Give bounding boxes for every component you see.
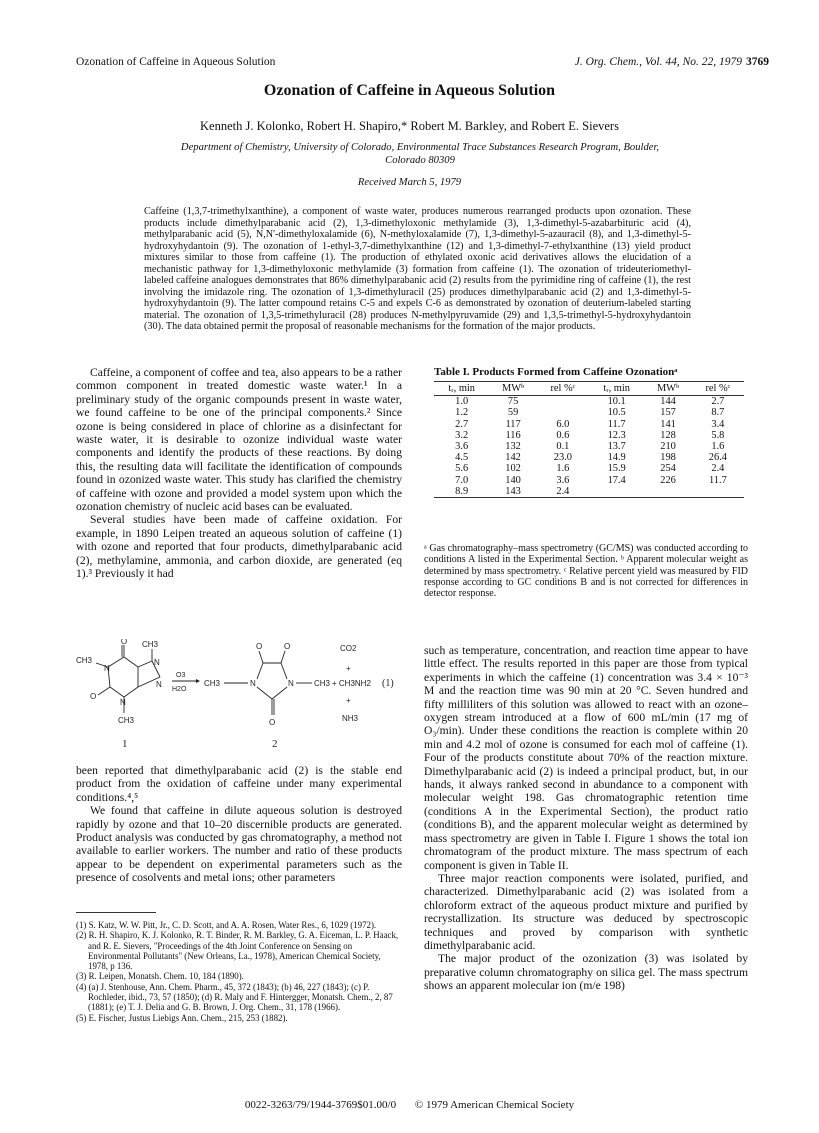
- column-header: MWᵇ: [644, 382, 691, 396]
- arrow-head-icon: [196, 679, 200, 683]
- table-cell: 226: [660, 474, 676, 486]
- table-cell: 210: [660, 441, 676, 453]
- paragraph: Several studies have been made of caffeine oxidation. For example, in 1890 Leipen treated an aqueous solution of caffeine (1) with ozone and reported that four products, dimethylparabanic acid (2), methylamine, ammonia, and carbon dioxide, are generated (eq 1).³ Previously it had: [76, 513, 402, 581]
- table-notes: ᵃ Gas chromatography–mass spectrometry (GC/MS) was conducted according to conditions A listed in the Experimental Section. ᵇ Apparent molecular weight as determined by mass spectrometry. ᶜ Relative percent yield was measured by FID response according to GC conditions B and is not corrected for differences in detector response.: [424, 543, 748, 600]
- products-table: [434, 381, 744, 498]
- table-cell: 198: [660, 452, 676, 464]
- parabanic-ring: [257, 651, 287, 715]
- table-cell: 26.4: [708, 452, 727, 464]
- ammonia-label: NH3: [342, 714, 359, 723]
- compound-label-1: 1: [122, 738, 128, 750]
- paragraph: We found that caffeine in dilute aqueous solution is destroyed rapidly by ozone and that 10–20 discernible products are generated. Product analysis was conducted by gas chromatography, a method not available to earlier workers. The number and ratio of these products appear to be dependent on experimental parameters such as the presence of cosolvents and metal ions; other parameters: [76, 804, 402, 885]
- table-cell: 23.0: [553, 452, 572, 464]
- abstract: Caffeine (1,3,7-trimethylxanthine), a component of waste water, produces numerous rearranged products upon ozonation. These products include dimethylparabanic acid (2), 1,3-dimethyloxonic methylamide (3), 1,3-dimethyl-5-azabarbituric acid (4), methylparabanic acid (5), N,N'-dimethyloxalamide (6), N-methyloxalamide (7), 1,3-dimethyl-5-azauracil (8), and 1,3-dimethyl-5-hydroxyhydantoin (9). The ozonation of 1-ethyl-3,7-dimethylxanthine (12) and 1,3-dimethyl-7-ethylxanthine (13) yield product mixtures similar to those from caffeine (1). The production of ethylated oxonic acid derivatives allows the elucidation of a mechanistic pathway for 1,3-dimethyloxonic methylamide (3) formation from caffeine (1). The ozonation of trideuteriomethyl-labeled caffeine analogues demonstrates that 86% dimethylparabanic acid (2) results from the pyrimidine ring of caffeine (1), the rest involving the imidazole ring. The ozonation of 1,3-dimethyluracil (25) produces dimethylparabanic acid (2) and 1,3-dimethyl-5-hydroxyhydantoin (9). The latter compound retains C-5 and expels C-6 as demonstrated by ozonation of deuterium-labeled starting material. The ozonation of 1,3,5-trimethyluracil (28) produces N-methylpyruvamide (29) and 1,3,5-trimethyl-5-hydroxyhydantoin (30). The data obtained permit the proposal of reasonable mechanisms for the formation of the major products.: [144, 206, 691, 332]
- plus-sign: +: [346, 696, 351, 705]
- reagent-water: H2O: [172, 686, 187, 693]
- table-row: [434, 475, 744, 486]
- journal-citation: J. Org. Chem., Vol. 44, No. 22, 1979: [574, 56, 742, 68]
- article-code: 0022-3263/79/1944-3769$01.00/0: [244, 1099, 397, 1111]
- table-cell: 128: [660, 429, 676, 441]
- equation-number: (1): [382, 678, 394, 689]
- table-cell: 5.6: [455, 463, 469, 475]
- table-cell: 2.7: [455, 418, 469, 430]
- table-cell: 3.6: [455, 441, 469, 453]
- table-cell: 6.0: [556, 418, 570, 430]
- methyl-label: CH3: [142, 640, 159, 649]
- table-cell: 2.7: [711, 396, 725, 408]
- table-cell: 116: [505, 429, 521, 441]
- paragraph: Three major reaction components were isolated, purified, and characterized. Dimethylparabanic acid (2) was isolated from a chloroform extract of the aqueous product mixture and purified by recrystallization. Its structure was deduced by spectroscopic techniques and proved by comparison with synthetic dimethylparabanic acid.: [424, 871, 748, 952]
- table-cell: [537, 407, 589, 418]
- table-row: [434, 419, 744, 430]
- table-cell: 141: [660, 418, 676, 430]
- methylamine-label: + CH3NH2: [332, 679, 371, 688]
- table-cell: 1.6: [556, 463, 570, 475]
- footnote: (5) E. Fischer, Justus Liebigs Ann. Chem., 215, 253 (1882).: [76, 1012, 288, 1023]
- table-cell: 1.2: [455, 407, 469, 419]
- nitrogen-label: N: [288, 679, 294, 688]
- table-cell: 117: [505, 418, 521, 430]
- author-list: Kenneth J. Kolonko, Robert H. Shapiro,* Robert M. Barkley, and Robert E. Sievers: [200, 119, 619, 133]
- footnotes: [76, 920, 402, 1023]
- table-cell: 8.9: [434, 486, 489, 498]
- table-cell: 8.7: [711, 407, 725, 419]
- reaction-scheme: [76, 639, 402, 763]
- nitrogen-label: N: [154, 658, 160, 667]
- nitrogen-label: N: [120, 698, 126, 707]
- page-footer: [0, 1099, 819, 1111]
- table-cell: 0.6: [556, 429, 570, 441]
- table-cell: [589, 486, 644, 498]
- methyl-label: CH3: [118, 716, 135, 725]
- received-date: Received March 5, 1979: [357, 177, 462, 188]
- right-column: [424, 644, 748, 993]
- table-cell: 144: [660, 396, 676, 408]
- nitrogen-label: N: [250, 679, 256, 688]
- oxygen-label: O: [256, 642, 263, 651]
- footnote: (3) R. Leipen, Monatsh. Chem. 10, 184 (1890).: [76, 971, 244, 982]
- left-column-bottom: [76, 764, 402, 885]
- table-cell: 7.0: [455, 474, 469, 486]
- table-cell: 0.1: [556, 441, 570, 453]
- footnote: (4) (a) J. Stenhouse, Ann. Chem. Pharm., 45, 372 (1843); (b) 46, 227 (1843); (c) P. Rochleder, ibid., 73, 57 (1850); (d) R. Maly and F. Hintergger, Monatsh. Chem., 2, 87 (1881); (e) T. J. Delia and G. B. Brown, J. Org. Chem., 31, 178 (1966).: [76, 981, 393, 1013]
- table-cell: 4.5: [455, 452, 469, 464]
- oxygen-label: O: [284, 642, 291, 651]
- table-cell: 254: [660, 463, 676, 475]
- table-row: [434, 407, 744, 418]
- running-head-right: [575, 56, 769, 68]
- page-number: 3769: [746, 56, 769, 68]
- table-cell: 17.4: [607, 474, 626, 486]
- oxygen-label: O: [120, 639, 128, 646]
- footnote: (1) S. Katz, W. W. Pitt, Jr., C. D. Scott, and A. A. Rosen, Water Res., 6, 1029 (1972).: [76, 920, 377, 930]
- methyl-label: CH3: [314, 679, 331, 688]
- copyright: © 1979 American Chemical Society: [414, 1099, 575, 1111]
- table-cell: 75: [507, 396, 519, 408]
- table-cell: 14.9: [607, 452, 626, 464]
- table-cell: 3.6: [556, 474, 570, 486]
- nitrogen-label: N: [156, 680, 162, 689]
- table-cell: 3.4: [711, 418, 725, 430]
- table-cell: 143: [489, 486, 536, 498]
- column-header: rel %ᶜ: [692, 382, 744, 396]
- column-header: MWᵇ: [489, 382, 536, 396]
- column-header: rel %ᶜ: [537, 382, 589, 396]
- table-cell: 140: [505, 474, 521, 486]
- table-cell: 157: [660, 407, 676, 419]
- nitrogen-label: N: [104, 664, 110, 673]
- table-cell: 13.7: [607, 441, 626, 453]
- table-body: [434, 396, 744, 498]
- article-title: Ozonation of Caffeine in Aqueous Solution: [263, 82, 556, 99]
- table-cell: 142: [505, 452, 521, 464]
- paragraph: such as temperature, concentration, and reaction time appear to have little effect. The results reported in this paper are those from typical experiments in which the caffeine (1) concentration was 3.4 × 10⁻³ M and the reaction time was 90 min at 20 °C. Seven hundred and fifty milliliters of this solution was allowed to react with an ozone–oxygen stream introduced at a flow of 600 mL/min (17 mg of O₃/min). Under these conditions the reaction is complete within 20 min and 4.2 mol of ozone is consumed for each mol of caffeine (1). Four of the products constitute about 70% of the reaction mixture. Dimethylparabanic acid (2) is indeed a principal product, but, in our hands, it always ranked second in abundance to a component with molecular weight 198. Gas chromatographic retention time (conditions A in the Experimental Section), the product ratio (conditions B), and the apparent molecular weight as determined by mass spectrometry are given in Table I. Figure 1 shows the total ion chromatogram of the product mixture. The mass spectrum of each component is given in Table II.: [424, 644, 748, 872]
- table-row: [434, 486, 744, 498]
- compound-label-2: 2: [272, 738, 278, 750]
- table-row: [434, 430, 744, 441]
- table-row: [434, 463, 744, 474]
- footnote: (2) R. H. Shapiro, K. J. Kolonko, R. T. Binder, R. M. Barkley, G. A. Eiceman, L. P. Haack, and R. E. Sievers, "Proceedings of the 4th Joint Conference on Sensing on Environmental Pollutants" (New Orleans, La., 1978), American Chemical Society, 1978, p 136.: [76, 930, 399, 972]
- table-title: Table I. Products Formed from Caffeine Ozonationᵃ: [434, 366, 678, 378]
- table-cell: 2.4: [537, 486, 589, 498]
- table-cell: 10.5: [607, 407, 626, 419]
- table-cell: [537, 396, 589, 408]
- plus-sign: +: [346, 664, 351, 673]
- affiliation: Department of Chemistry, University of Colorado, Environmental Trace Substances Research Program, Boulder, Colorado 80309: [180, 142, 660, 166]
- paragraph: been reported that dimethylparabanic acid (2) is the stable end product from the oxidation of caffeine under many experimental conditions.⁴,⁵: [76, 764, 402, 804]
- table-cell: [644, 486, 691, 498]
- table-cell: [692, 486, 744, 498]
- methyl-label: CH3: [76, 656, 93, 665]
- table-row: [434, 441, 744, 452]
- paragraph: Caffeine, a component of coffee and tea, also appears to be a rather common component in treated domestic waste water.¹ In a preliminary study of the organic compounds present in waste water, we found caffeine to be one of the principal components.² Since ozone is being considered in place of chlorine as a disinfectant for waste water, it is desirable to ozonize individual waste water components and identify the products of these reactions. By doing this, the resulting data will facilitate the identification of compounds found in ozonized waste water. This study has clarified the chemistry of caffeine with ozone and provided a model system upon which the ozonation chemistry of nucleic acid bases can be evaluated.: [76, 366, 402, 514]
- left-column-top: [76, 366, 402, 581]
- table-cell: 3.2: [455, 429, 469, 441]
- table-cell: 15.9: [607, 463, 626, 475]
- table-row: [434, 396, 744, 408]
- table-cell: 12.3: [607, 429, 626, 441]
- table-cell: 5.8: [711, 429, 725, 441]
- table-cell: 1.0: [455, 396, 469, 408]
- carbon-dioxide-label: CO2: [340, 644, 357, 653]
- reagent-ozone: O3: [176, 672, 186, 679]
- table-cell: 10.1: [607, 396, 626, 408]
- column-header: tᵣ, min: [589, 382, 644, 396]
- table-cell: 2.4: [711, 463, 725, 475]
- table-cell: 11.7: [607, 418, 626, 430]
- table-cell: 11.7: [708, 474, 727, 486]
- footnote-divider: [76, 912, 156, 913]
- table-header-row: [434, 382, 744, 396]
- paragraph: The major product of the ozonization (3) was isolated by preparative column chromatography on silica gel. The mass spectrum shows an apparent molecular ion (m/e 198): [424, 952, 748, 993]
- oxygen-label: O: [269, 718, 276, 727]
- oxygen-label: O: [90, 692, 97, 701]
- table-cell: 59: [507, 407, 519, 419]
- table-row: [434, 452, 744, 463]
- methyl-label: CH3: [204, 679, 221, 688]
- column-header: tᵣ, min: [434, 382, 489, 396]
- table-cell: 102: [505, 463, 521, 475]
- running-head-left: Ozonation of Caffeine in Aqueous Solution: [76, 56, 276, 68]
- table-cell: 132: [505, 441, 521, 453]
- table-cell: 1.6: [711, 441, 725, 453]
- caffeine-structure: [96, 645, 160, 713]
